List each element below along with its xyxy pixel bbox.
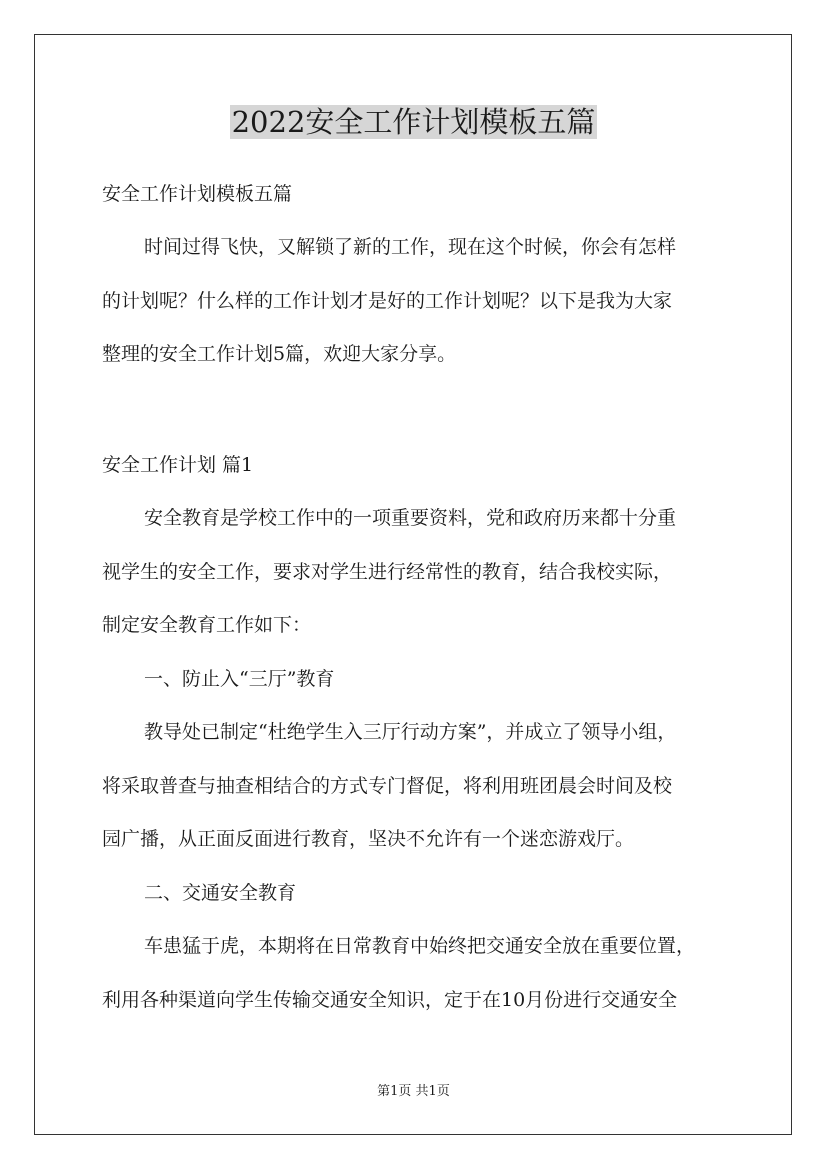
- paragraph-line: 利用各种渠道向学生传输交通安全知识，定于在10月份进行交通安全: [102, 989, 678, 1011]
- paragraph-line: 的计划呢？什么样的工作计划才是好的工作计划呢？以下是我为大家: [102, 290, 673, 312]
- paragraph-line: 安全教育是学校工作中的一项重要资料，党和政府历来都十分重: [144, 507, 677, 529]
- paragraph-line: 视学生的安全工作，要求对学生进行经常性的教育，结合我校实际，: [102, 561, 673, 583]
- document-title: [0, 100, 827, 144]
- paragraph-line: 园广播，从正面反面进行教育，坚决不允许有一个迷恋游戏厅。: [102, 828, 635, 850]
- subsection-heading: 二、交通安全教育: [144, 882, 297, 904]
- paragraph-line: 整理的安全工作计划5篇，欢迎大家分享。: [102, 343, 457, 365]
- paragraph-line: 教导处已制定“杜绝学生入三厅行动方案”，并成立了领导小组，: [144, 721, 677, 743]
- paragraph-line: 将采取普查与抽查相结合的方式专门督促，将利用班团晨会时间及校: [102, 775, 673, 797]
- subsection-heading: 一、防止入“三厅”教育: [144, 668, 335, 690]
- paragraph-line: 时间过得飞快，又解锁了新的工作，现在这个时候，你会有怎样: [144, 236, 677, 258]
- subtitle-line: 安全工作计划模板五篇: [102, 183, 293, 205]
- section-heading: 安全工作计划 篇1: [102, 454, 254, 476]
- page-footer: 第1页 共1页: [377, 1084, 450, 1099]
- paragraph-line: 制定安全教育工作如下：: [102, 614, 312, 636]
- paragraph-line: 车患猛于虎，本期将在日常教育中始终把交通安全放在重要位置，: [144, 935, 696, 957]
- document-title-text: 2022安全工作计划模板五篇: [231, 105, 596, 139]
